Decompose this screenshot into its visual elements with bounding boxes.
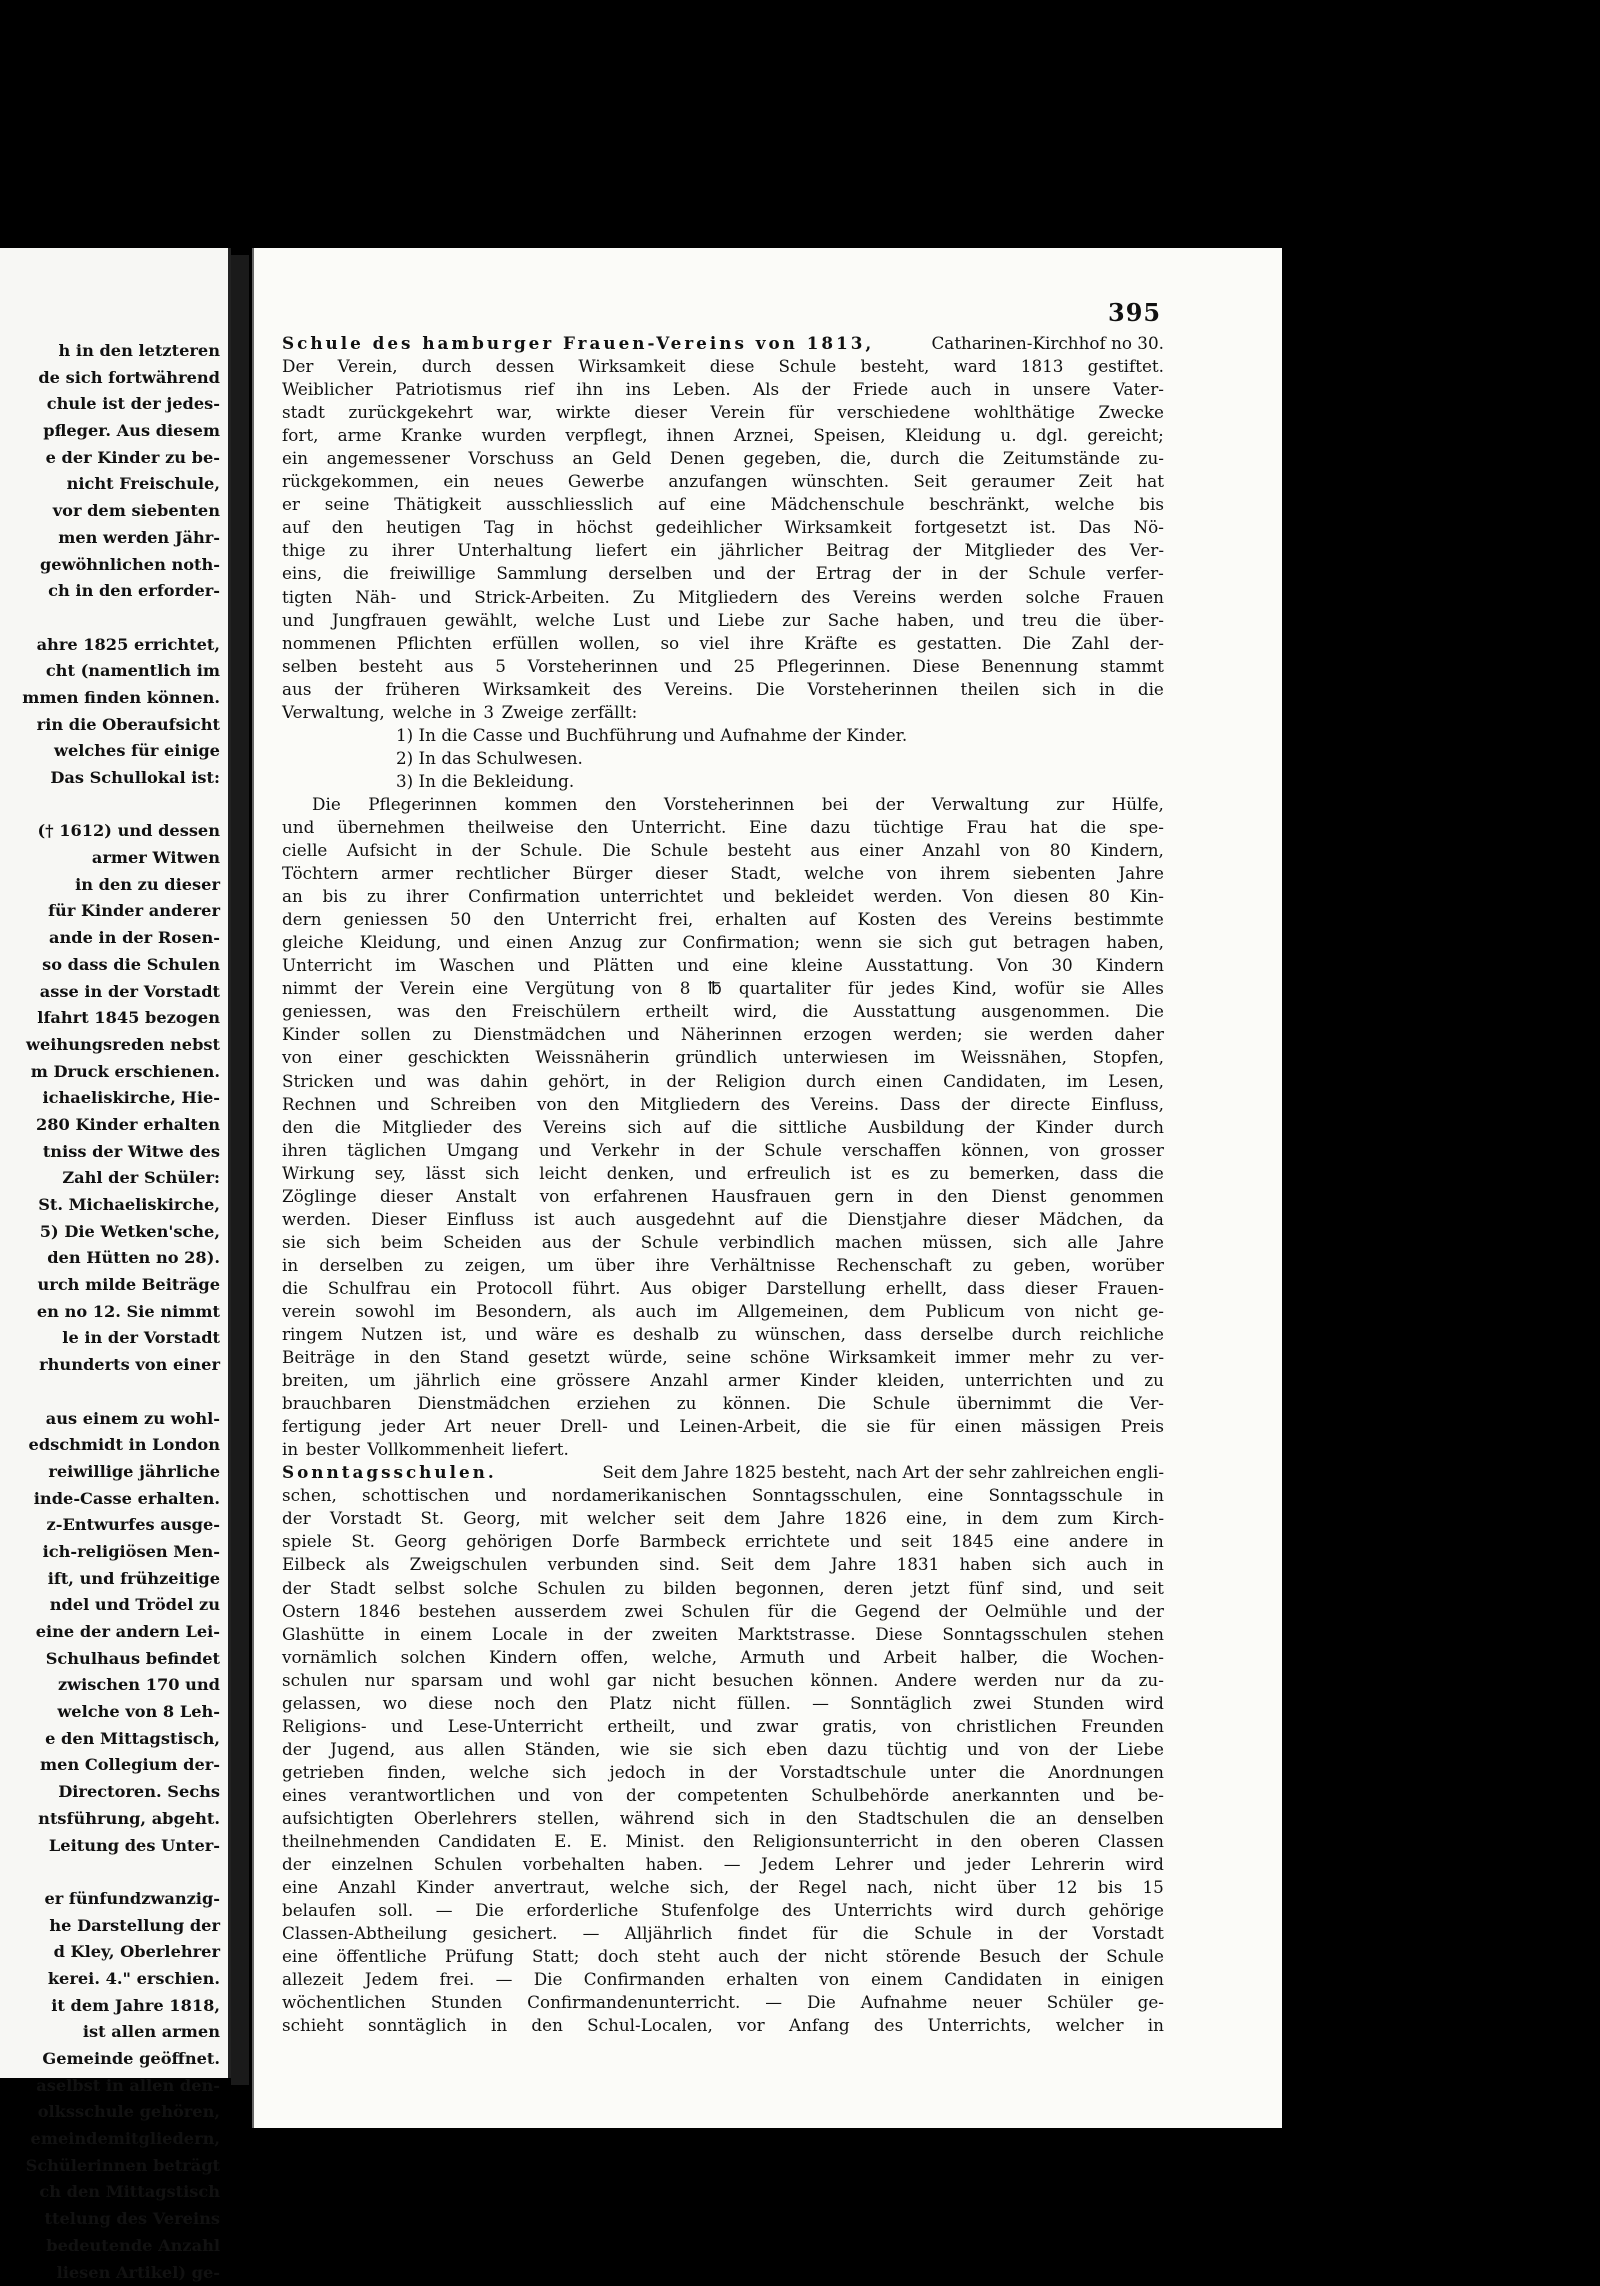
text-line: fort, arme Kranke wurden verpflegt, ihnen Arznei, Speisen, Kleidung u. dgl. gereicht; (282, 424, 1164, 447)
left-text-line: kerei. 4." erschien. (0, 1966, 220, 1993)
left-text-line: lfahrt 1845 bezogen (0, 1005, 220, 1032)
left-text-line: 5) Die Wetken'sche, (0, 1219, 220, 1246)
list-item: 2) In das Schulwesen. (282, 747, 1164, 770)
text-line: fertigung jeder Art neuer Drell- und Leinen-Arbeit, die sie für einen mässigen Preis (282, 1415, 1164, 1438)
left-text-line: edschmidt in London (0, 1432, 220, 1459)
text-line: er seine Thätigkeit ausschliesslich auf eine Mädchenschule beschränkt, welche bis (282, 493, 1164, 516)
left-text-line: reiwillige jährliche (0, 1459, 220, 1486)
left-text-line: en no 12. Sie nimmt (0, 1299, 220, 1326)
left-text-line: 280 Kinder erhalten (0, 1112, 220, 1139)
text-line: an bis zu ihrer Confirmation unterrichtet und bekleidet werden. Von diesen 80 Kin- (282, 885, 1164, 908)
text-line: brauchbaren Dienstmädchen erziehen zu können. Die Schule übernimmt die Ver- (282, 1392, 1164, 1415)
text-line: Ostern 1846 bestehen ausserdem zwei Schulen für die Gegend der Oelmühle und der (282, 1600, 1164, 1623)
text-line: spiele St. Georg gehörigen Dorfe Barmbeck errichtete und seit 1845 eine andere in (282, 1530, 1164, 1553)
text-line: tigten Näh- und Strick-Arbeiten. Zu Mitgliedern des Vereins werden solche Frauen (282, 586, 1164, 609)
text-line: gelassen, wo diese noch den Platz nicht füllen. — Sonntäglich zwei Stunden wird (282, 1692, 1164, 1715)
text-line: gleiche Kleidung, und einen Anzug zur Confirmation; wenn sie sich gut betragen haben, (282, 931, 1164, 954)
left-text-line: ttelung des Vereins (0, 2206, 220, 2233)
list-item: 1) In die Casse und Buchführung und Aufnahme der Kinder. (282, 724, 1164, 747)
left-text-line: inde-Casse erhalten. (0, 1486, 220, 1513)
text-line: sie sich beim Scheiden aus der Schule verbindlich machen müssen, sich alle Jahre (282, 1231, 1164, 1254)
text-line: eins, die freiwillige Sammlung derselben und der Ertrag der in der Schule verfer- (282, 562, 1164, 585)
text-line: eine Anzahl Kinder anvertraut, welche sich, der Regel nach, nicht über 12 bis 15 (282, 1876, 1164, 1899)
left-text-line: ch den Mittagstisch (0, 2179, 220, 2206)
left-text-line: h in den letzteren (0, 338, 220, 365)
left-text-line: Das Schullokal ist: (0, 765, 220, 792)
text-line: cielle Aufsicht in der Schule. Die Schule besteht aus einer Anzahl von 80 Kindern, (282, 839, 1164, 862)
left-text-line: d Kley, Oberlehrer (0, 1939, 220, 1966)
section-sonntagsschulen (282, 1461, 1164, 2037)
text-line: der Jugend, aus allen Ständen, wie sie sich eben dazu tüchtig und von der Liebe (282, 1738, 1164, 1761)
left-text-line: ift, und frühzeitige (0, 1566, 220, 1593)
text-line: belaufen soll. — Die erforderliche Stufenfolge des Unterrichts wird durch gehörige (282, 1899, 1164, 1922)
section-frauenverein (282, 332, 1164, 1461)
left-text-line: rin die Oberaufsicht (0, 712, 220, 739)
left-page-text (0, 338, 220, 2286)
left-text-line: († 1612) und dessen (0, 818, 220, 845)
text-line: ein angemessener Vorschuss an Geld Denen gegeben, die, durch die Zeitumstände zu- (282, 447, 1164, 470)
text-line: Verwaltung, welche in 3 Zweige zerfällt: (282, 701, 1164, 724)
left-text-line: Directoren. Sechs (0, 1779, 220, 1806)
left-text-line: men werden Jähr- (0, 525, 220, 552)
text-line: werden. Dieser Einfluss ist auch ausgedehnt auf die Dienstjahre dieser Mädchen, da (282, 1208, 1164, 1231)
text-line: Kinder sollen zu Dienstmädchen und Näherinnen erzogen werden; sie werden daher (282, 1023, 1164, 1046)
left-text-line: ntsführung, abgeht. (0, 1806, 220, 1833)
left-text-line: vor dem siebenten (0, 498, 220, 525)
left-text-line: ndel und Trödel zu (0, 1592, 220, 1619)
text-line: aufsichtigten Oberlehrers stellen, während sich in den Stadtschulen die an denselben (282, 1807, 1164, 1830)
text-line: theilnehmenden Candidaten E. E. Minist. den Religionsunterricht in den oberen Classen (282, 1830, 1164, 1853)
text-line: thige zu ihrer Unterhaltung liefert ein jährlicher Beitrag der Mitglieder des Ver- (282, 539, 1164, 562)
left-text-line: in den zu dieser (0, 872, 220, 899)
left-text-line: Zahl der Schüler: (0, 1165, 220, 1192)
left-text-line: den Hütten no 28). (0, 1245, 220, 1272)
list-item: 3) In die Bekleidung. (282, 770, 1164, 793)
text-line: Seit dem Jahre 1825 besteht, nach Art der sehr zahlreichen engli- (602, 1461, 1164, 1484)
left-text-line: nicht Freischule, (0, 471, 220, 498)
left-text-line: urch milde Beiträge (0, 1272, 220, 1299)
text-line: geniessen, was den Freischülern ertheilt wird, die Ausstattung ausgenommen. Die (282, 1000, 1164, 1023)
left-text-line: asse in der Vorstadt (0, 979, 220, 1006)
left-text-line: weihungsreden nebst (0, 1032, 220, 1059)
text-line: rückgekommen, ein neues Gewerbe anzufangen wünschten. Seit geraumer Zeit hat (282, 470, 1164, 493)
text-line: ihren täglichen Umgang und Verkehr in der Schule verschaffen können, von grosser (282, 1139, 1164, 1162)
text-line: die Schulfrau ein Protocoll führt. Aus obiger Darstellung erhellt, dass dieser Frauen- (282, 1277, 1164, 1300)
left-text-line: welche von 8 Leh- (0, 1699, 220, 1726)
left-text-line: pfleger. Aus diesem (0, 418, 220, 445)
left-text-line: e den Mittagstisch, (0, 1726, 220, 1753)
left-text-line: armer Witwen (0, 845, 220, 872)
left-text-line: m Druck erschienen. (0, 1059, 220, 1086)
text-line: Rechnen und Schreiben von den Mitgliedern des Vereins. Dass der directe Einfluss, (282, 1093, 1164, 1116)
section-heading: Sonntagsschulen. (282, 1461, 497, 1484)
main-text-column (282, 332, 1164, 2037)
text-line: eines verantwortlichen und von der competenten Schulbehörde anerkannten und be- (282, 1784, 1164, 1807)
text-line: Stricken und was dahin gehört, in der Religion durch einen Candidaten, im Lesen, (282, 1070, 1164, 1093)
text-line: den die Mitglieder des Vereins sich auf die sittliche Ausbildung der Kinder durch (282, 1116, 1164, 1139)
text-line: vornämlich solchen Kindern offen, welche, Armuth und Arbeit halber, die Wochen- (282, 1646, 1164, 1669)
text-line: Unterricht im Waschen und Plätten und eine kleine Ausstattung. Von 30 Kindern (282, 954, 1164, 977)
left-text-line: eine der andern Lei- (0, 1619, 220, 1646)
text-line: breiten, um jährlich eine grössere Anzahl armer Kinder kleiden, unterrichten und zu (282, 1369, 1164, 1392)
text-line: nimmt der Verein eine Vergütung von 8 ℔ quartaliter für jedes Kind, wofür sie Alles (282, 977, 1164, 1000)
left-text-line: St. Michaeliskirche, (0, 1192, 220, 1219)
text-line: allezeit Jedem frei. — Die Confirmanden erhalten von einem Candidaten in einigen (282, 1968, 1164, 1991)
left-text-line: rhunderts von einer (0, 1352, 220, 1379)
text-line: Wirkung sey, lässt sich leicht denken, und erfreulich ist es zu bemerken, dass die (282, 1162, 1164, 1185)
left-text-line: so dass die Schulen (0, 952, 220, 979)
text-line: dern geniessen 50 den Unterricht frei, erhalten auf Kosten des Vereins bestimmte (282, 908, 1164, 931)
text-line: Glashütte in einem Locale in der zweiten Marktstrasse. Diese Sonntagsschulen stehen (282, 1623, 1164, 1646)
text-line: getrieben finden, welche sich jedoch in der Vorstadtschule unter die Anordnungen (282, 1761, 1164, 1784)
text-line: verein sowohl im Besondern, als auch im Allgemeinen, dem Publicum von nicht ge- (282, 1300, 1164, 1323)
left-text-line: ande in der Rosen- (0, 925, 220, 952)
text-line: Weiblicher Patriotismus rief ihn ins Leben. Als der Friede auch in unsere Vater- (282, 378, 1164, 401)
left-text-line: Schülerinnen beträgt (0, 2153, 220, 2180)
left-text-line: ich-religiösen Men- (0, 1539, 220, 1566)
left-page-fragment (0, 248, 231, 2078)
text-line: der einzelnen Schulen vorbehalten haben. — Jedem Lehrer und jeder Lehrerin wird (282, 1853, 1164, 1876)
text-line: Die Pflegerinnen kommen den Vorsteherinnen bei der Verwaltung zur Hülfe, (282, 793, 1164, 816)
left-line-gap (0, 1859, 220, 1886)
left-line-gap (0, 605, 220, 632)
left-text-line: de sich fortwährend (0, 365, 220, 392)
text-line: eine öffentliche Prüfung Statt; doch steht auch der nicht störende Besuch der Schule (282, 1945, 1164, 1968)
text-line: Religions- und Lese-Unterricht ertheilt, und zwar gratis, von christlichen Freunden (282, 1715, 1164, 1738)
left-text-line: it dem Jahre 1818, (0, 1993, 220, 2020)
text-line: der Vorstadt St. Georg, mit welcher seit dem Jahre 1826 eine, in dem zum Kirch- (282, 1507, 1164, 1530)
left-text-line: gewöhnlichen noth- (0, 552, 220, 579)
left-text-line: Schulhaus befindet (0, 1646, 220, 1673)
text-line: Classen-Abtheilung gesichert. — Alljährlich findet für die Schule in der Vorstadt (282, 1922, 1164, 1945)
left-text-line: aselbst in allen den- (0, 2073, 220, 2100)
left-text-line: liesen Artikel) ge- (0, 2260, 220, 2286)
left-text-line: er fünfundzwanzig- (0, 1886, 220, 1913)
section-heading-line (282, 332, 1164, 355)
page-number: 395 (1108, 298, 1161, 327)
text-line: in derselben zu zeigen, um über ihre Verhältnisse Rechenschaft zu geben, worüber (282, 1254, 1164, 1277)
left-text-line: le in der Vorstadt (0, 1325, 220, 1352)
left-text-line: chule ist der jedes- (0, 391, 220, 418)
section-heading: Schule des hamburger Frauen-Vereins von 1813, (282, 332, 874, 355)
text-line: Eilbeck als Zweigschulen verbunden sind. Seit dem Jahre 1831 haben sich auch in (282, 1553, 1164, 1576)
text-line: der Stadt selbst solche Schulen zu bilden begonnen, deren jetzt fünf sind, und seit (282, 1577, 1164, 1600)
section-heading-line (282, 1461, 1164, 1484)
left-text-line: he Darstellung der (0, 1913, 220, 1940)
text-line: auf den heutigen Tag in höchst gedeihlicher Wirksamkeit fortgesetzt ist. Das Nö- (282, 516, 1164, 539)
text-line: und übernehmen theilweise den Unterricht. Eine dazu tüchtige Frau hat die spe- (282, 816, 1164, 839)
left-text-line: e der Kinder zu be- (0, 445, 220, 472)
text-line: Der Verein, durch dessen Wirksamkeit diese Schule besteht, ward 1813 gestiftet. (282, 355, 1164, 378)
book-gutter (231, 255, 249, 2085)
left-text-line: ahre 1825 errichtet, (0, 632, 220, 659)
left-text-line: welches für einige (0, 738, 220, 765)
left-text-line: cht (namentlich im (0, 658, 220, 685)
text-line: aus der früheren Wirksamkeit des Vereins. Die Vorsteherinnen theilen sich in die (282, 678, 1164, 701)
text-line: Catharinen-Kirchhof no 30. (931, 332, 1164, 355)
text-line: und Jungfrauen gewählt, welche Lust und Liebe zur Sache haben, und treu die über- (282, 609, 1164, 632)
left-text-line: z-Entwurfes ausge- (0, 1512, 220, 1539)
left-text-line: emeindemitgliedern, (0, 2126, 220, 2153)
left-text-line: olksschule gehören, (0, 2099, 220, 2126)
left-text-line: mmen finden können. (0, 685, 220, 712)
text-line: Töchtern armer rechtlicher Bürger dieser Stadt, welche von ihrem siebenten Jahre (282, 862, 1164, 885)
text-line: nommenen Pflichten erfüllen wollen, so viel ihre Kräfte es gestatten. Die Zahl der- (282, 632, 1164, 655)
text-line: schen, schottischen und nordamerikanischen Sonntagsschulen, eine Sonntagsschule in (282, 1484, 1164, 1507)
text-line: schieht sonntäglich in den Schul-Localen, vor Anfang des Unterrichts, welcher in (282, 2014, 1164, 2037)
left-text-line: tniss der Witwe des (0, 1139, 220, 1166)
text-line: stadt zurückgekehrt war, wirkte dieser Verein für verschiedene wohlthätige Zwecke (282, 401, 1164, 424)
text-line: in bester Vollkommenheit liefert. (282, 1438, 1164, 1461)
left-line-gap (0, 1379, 220, 1406)
left-text-line: ch in den erforder- (0, 578, 220, 605)
left-text-line: Gemeinde geöffnet. (0, 2046, 220, 2073)
text-line: wöchentlichen Stunden Confirmandenunterricht. — Die Aufnahme neuer Schüler ge- (282, 1991, 1164, 2014)
left-text-line: ist allen armen (0, 2019, 220, 2046)
left-text-line: aus einem zu wohl- (0, 1406, 220, 1433)
left-line-gap (0, 792, 220, 819)
text-line: selben besteht aus 5 Vorsteherinnen und 25 Pflegerinnen. Diese Benennung stammt (282, 655, 1164, 678)
text-line: schulen nur sparsam und wohl gar nicht besuchen können. Andere werden nur da zu- (282, 1669, 1164, 1692)
text-line: von einer geschickten Weissnäherin gründlich unterwiesen im Weissnähen, Stopfen, (282, 1046, 1164, 1069)
text-line: Beiträge in den Stand gesetzt würde, seine schöne Wirksamkeit immer mehr zu ver- (282, 1346, 1164, 1369)
text-line: Zöglinge dieser Anstalt von erfahrenen Hausfrauen gern in den Dienst genommen (282, 1185, 1164, 1208)
left-text-line: zwischen 170 und (0, 1672, 220, 1699)
left-text-line: für Kinder anderer (0, 898, 220, 925)
text-line: ringem Nutzen ist, und wäre es deshalb zu wünschen, dass derselbe durch reichliche (282, 1323, 1164, 1346)
left-text-line: ichaeliskirche, Hie- (0, 1085, 220, 1112)
left-text-line: Leitung des Unter- (0, 1833, 220, 1860)
left-text-line: bedeutende Anzahl (0, 2233, 220, 2260)
left-text-line: men Collegium der- (0, 1752, 220, 1779)
